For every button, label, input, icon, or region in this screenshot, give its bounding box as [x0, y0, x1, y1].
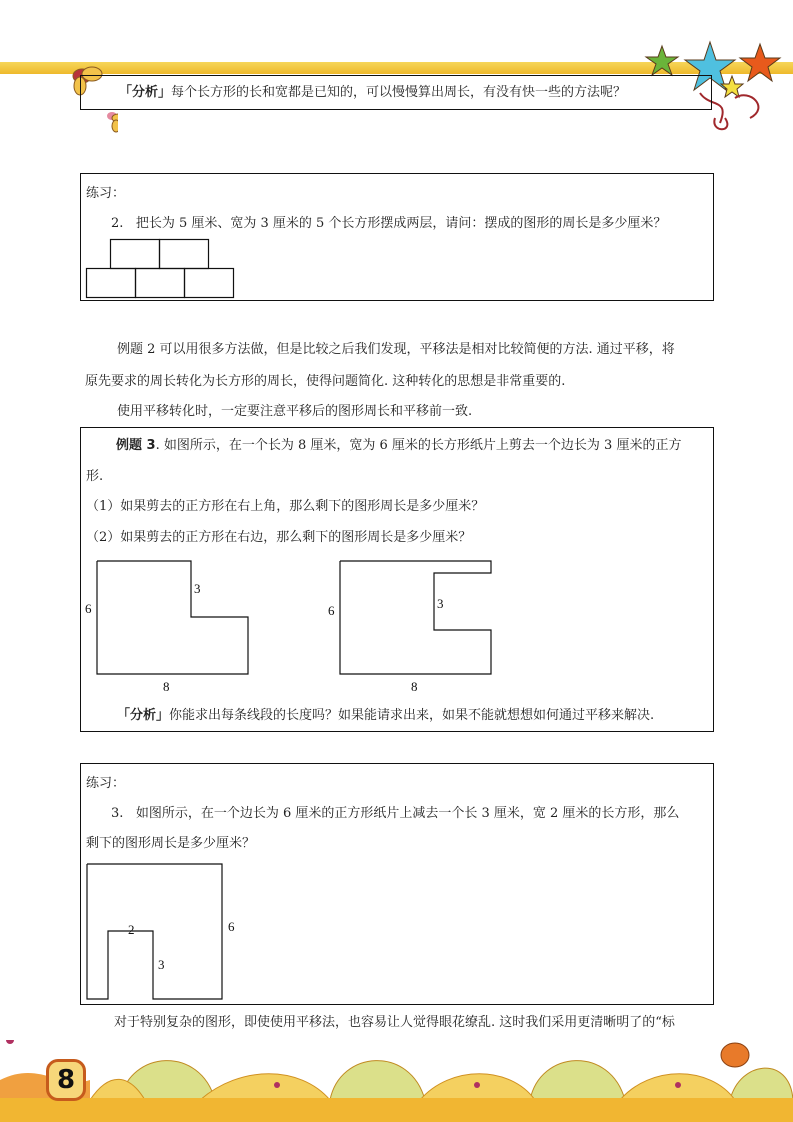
- height-label: 6: [328, 603, 335, 618]
- example-3-box: [80, 427, 714, 732]
- side-label: 6: [228, 919, 235, 934]
- l-shape-figure: [81, 553, 281, 693]
- footer-band: [0, 1098, 793, 1122]
- width-label: 8: [411, 679, 418, 693]
- notched-shape-figure: [324, 553, 524, 693]
- cut-label: 3: [437, 596, 444, 611]
- cut-label: 3: [194, 581, 201, 596]
- top-label: 2: [128, 922, 135, 937]
- question-text: 如图所示，在一个边长为 6 厘米的正方形纸片上减去一个长 3 厘米，宽 2 厘米的长方形，那么: [135, 806, 680, 821]
- analysis-label: 「分析」: [117, 708, 170, 723]
- notched-shape-outline: [340, 561, 491, 674]
- question-2: （2）如果剪去的正方形在右边，那么剩下的图形周长是多少厘米？: [86, 530, 472, 545]
- example-label: 例题 3: [116, 438, 156, 453]
- continuation-text: 对于特别复杂的图形，即使使用平移法，也容易让人觉得眼花缭乱. 这时我们采用更清晰明了的“标: [114, 1015, 675, 1030]
- height-label: 6: [85, 601, 92, 616]
- practice-heading: 练习：: [86, 186, 126, 201]
- example-text: . 如图所示，在一个长为 8 厘米，宽为 6 厘米的长方形纸片上剪去一个边长为 3 厘米的正方: [155, 438, 682, 453]
- practice-heading: 练习：: [86, 776, 126, 791]
- top-rectangle: [160, 240, 209, 269]
- page-number: 8: [46, 1059, 86, 1101]
- example-text-cont: 形.: [86, 469, 104, 484]
- analysis-text: 每个长方形的长和宽都是已知的，可以慢慢算出周长，有没有快一些的方法呢？: [171, 85, 627, 100]
- cut-label: 3: [158, 957, 165, 972]
- question-text-cont: 剩下的图形周长是多少厘米？: [86, 836, 256, 851]
- question-number: 2.: [111, 216, 124, 231]
- question-1: （1）如果剪去的正方形在右上角，那么剩下的图形周长是多少厘米？: [86, 499, 485, 514]
- question-text: 把长为 5 厘米、宽为 3 厘米的 5 个长方形摆成两层，请问：摆成的图形的周长是多少厘米？: [135, 216, 667, 231]
- width-label: 8: [163, 679, 170, 693]
- stacked-rectangles-figure: [85, 238, 235, 300]
- analysis-box: [80, 75, 712, 110]
- l-shape-outline: [97, 561, 248, 674]
- top-rectangle: [111, 240, 160, 269]
- paragraph: 例题 2 可以用很多方法做，但是比较之后我们发现，平移法是相对比较简便的方法. 通过平移，将: [117, 342, 675, 357]
- square-cutout-outline: [87, 864, 222, 999]
- footer-decoration-icon: [0, 1040, 793, 1100]
- bottom-rectangle: [136, 269, 185, 298]
- square-cutout-figure: [81, 856, 251, 1006]
- practice-3-box: [80, 763, 714, 1005]
- question-number: 3.: [111, 806, 124, 821]
- bottom-rectangle: [185, 269, 234, 298]
- analysis-text: 你能求出每条线段的长度吗？如果能请求出来，如果不能就想想如何通过平移来解决.: [169, 708, 655, 723]
- paragraph: 使用平移转化时，一定要注意平移后的图形周长和平移前一致.: [117, 404, 473, 419]
- paragraph: 原先要求的周长转化为长方形的周长，使得问题简化. 这种转化的思想是非常重要的.: [85, 374, 566, 389]
- bottom-rectangle: [87, 269, 136, 298]
- practice-2-box: [80, 173, 714, 301]
- analysis-label: 「分析」: [119, 85, 172, 100]
